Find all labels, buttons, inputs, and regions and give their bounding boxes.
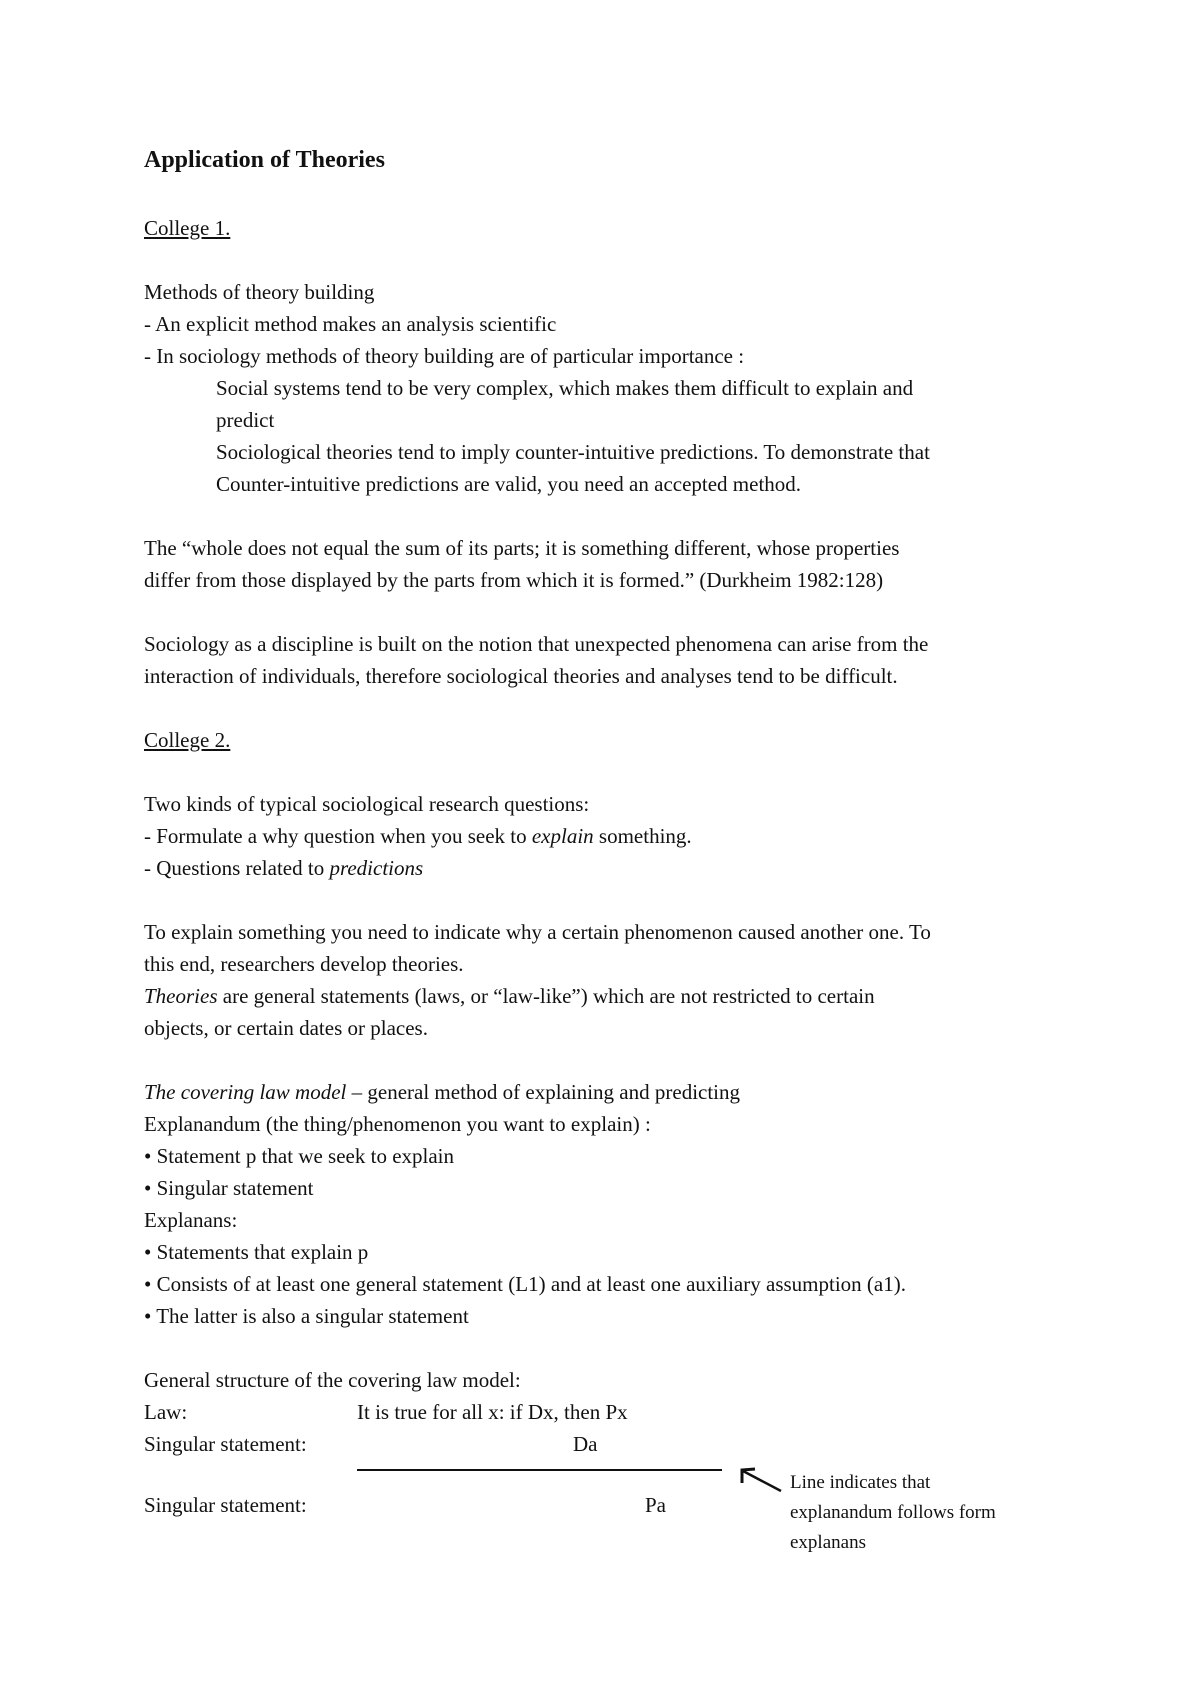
explanandum-heading: Explanandum (the thing/phenomenon you want to explain) : <box>144 1112 651 1136</box>
sub-point-counter-intuitive-cont: Counter-intuitive predictions are valid, you need an accepted method. <box>216 472 802 496</box>
covering-law-model-heading: The covering law model – general method of explaining and predicting <box>144 1080 741 1104</box>
sub-point-social-systems-cont: predict <box>216 408 275 432</box>
explanandum-item: • Statement p that we seek to explain <box>144 1144 455 1168</box>
bullet-predictions: - Questions related to predictions <box>144 856 424 880</box>
explanans-heading: Explanans: <box>144 1208 238 1232</box>
law-value: It is true for all x: if Dx, then Px <box>357 1400 628 1424</box>
sub-point-social-systems: Social systems tend to be very complex, which makes them difficult to explain and <box>216 376 914 400</box>
explain-paragraph-line-1: To explain something you need to indicate why a certain phenomenon caused another one. To <box>144 920 931 944</box>
college-1-heading: College 1. <box>144 216 231 240</box>
line-note: Line indicates that <box>790 1472 931 1493</box>
college-2-heading: College 2. <box>144 728 231 752</box>
structure-heading: General structure of the covering law model: <box>144 1368 521 1392</box>
methods-heading: Methods of theory building <box>144 280 375 304</box>
singular-statement-value: Pa <box>645 1493 666 1517</box>
research-questions-heading: Two kinds of typical sociological research questions: <box>144 792 590 816</box>
line-note: explanandum follows form <box>790 1502 996 1523</box>
arrow-icon <box>737 1465 785 1495</box>
explanans-item: • Statements that explain p <box>144 1240 369 1264</box>
inference-line <box>357 1469 722 1471</box>
discipline-paragraph-line-1: Sociology as a discipline is built on the notion that unexpected phenomena can arise from the <box>144 632 929 656</box>
explanandum-item: • Singular statement <box>144 1176 314 1200</box>
explanans-item: • Consists of at least one general statement (L1) and at least one auxiliary assumption (a1). <box>144 1272 906 1296</box>
singular-statement-value: Da <box>573 1432 598 1456</box>
theories-definition-line-1: Theories are general statements (laws, or “law-like”) which are not restricted to certain <box>144 984 875 1008</box>
bullet-sociology-methods: - In sociology methods of theory building are of particular importance : <box>144 344 745 368</box>
sub-point-counter-intuitive: Sociological theories tend to imply counter-intuitive predictions. To demonstrate that <box>216 440 930 464</box>
singular-statement-label: Singular statement: <box>144 1493 307 1517</box>
durkheim-quote-line-2: differ from those displayed by the parts from which it is formed.” (Durkheim 1982:128) <box>144 568 884 592</box>
theories-definition-line-2: objects, or certain dates or places. <box>144 1016 428 1040</box>
durkheim-quote-line-1: The “whole does not equal the sum of its parts; it is something different, whose properties <box>144 536 900 560</box>
bullet-why-question: - Formulate a why question when you seek to explain something. <box>144 824 692 848</box>
law-label: Law: <box>144 1400 188 1424</box>
line-note: explanans <box>790 1532 866 1553</box>
explain-paragraph-line-2: this end, researchers develop theories. <box>144 952 464 976</box>
singular-statement-label: Singular statement: <box>144 1432 307 1456</box>
discipline-paragraph-line-2: interaction of individuals, therefore sociological theories and analyses tend to be difficult. <box>144 664 898 688</box>
bullet-explicit-method: - An explicit method makes an analysis scientific <box>144 312 557 336</box>
page-title: Application of Theories <box>144 147 385 173</box>
explanans-item: • The latter is also a singular statement <box>144 1304 469 1328</box>
